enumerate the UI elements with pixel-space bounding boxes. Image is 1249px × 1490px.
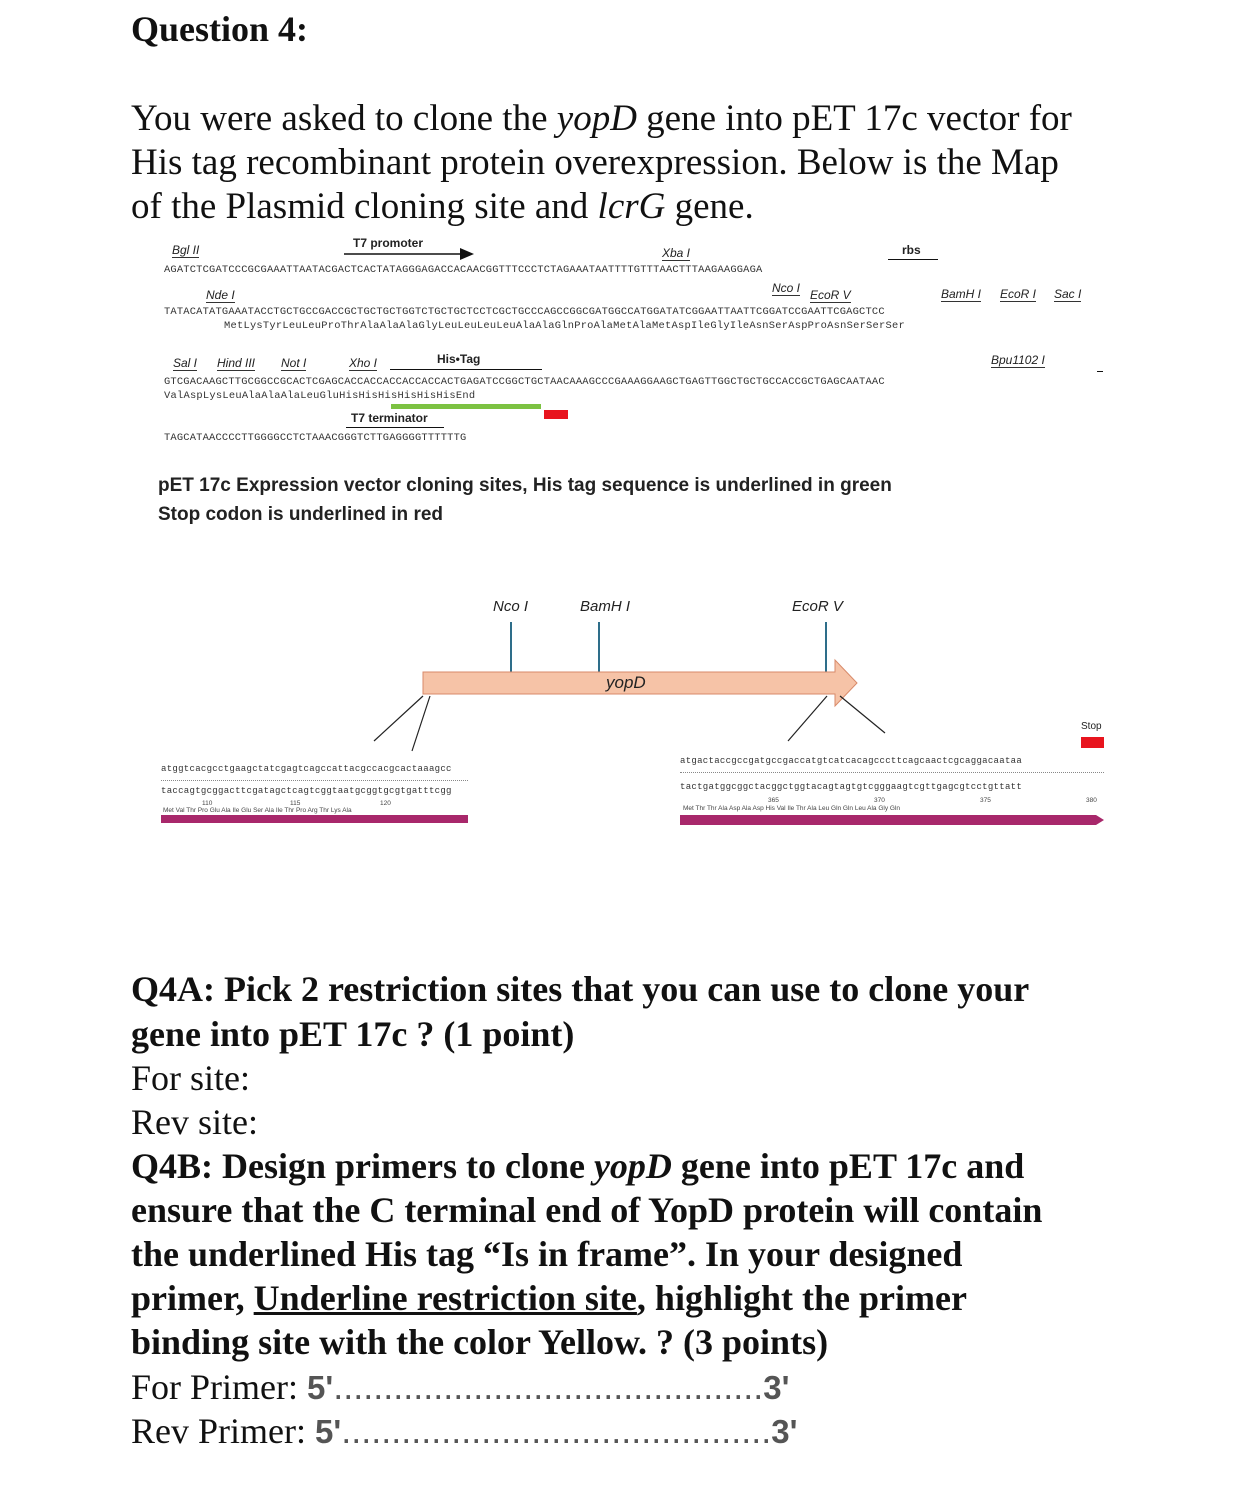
gene-name-yopd: yopD: [556, 98, 637, 139]
yopd-gene-arrow: [360, 656, 900, 756]
figure-caption-line-1: pET 17c Expression vector cloning sites, His tag sequence is underlined in green: [158, 475, 892, 496]
intro-line-1: You were asked to clone the yopD gene into pET 17c vector for: [131, 98, 1072, 139]
q4a-rev-site: Rev site:: [131, 1102, 258, 1142]
right-translation: Met Thr Thr Ala Asp Ala Asp His Val Ile Thr Ala Leu Gln Gln Leu Ala Gly Gln: [683, 805, 901, 812]
gene-site-label-ncoi: Nco I: [493, 598, 529, 615]
q4b-line-4: primer, Underline restriction site, highlight the primer: [131, 1278, 967, 1318]
figure-caption-line-2: Stop codon is underlined in red: [158, 504, 444, 525]
left-translation: Met Val Thr Pro Glu Ala Ile Glu Ser Ala Ile Thr Pro Arg Thr Lys Ala: [163, 807, 352, 814]
right-ruler: [680, 772, 1104, 773]
site-label-ecori: EcoR I: [1000, 287, 1037, 301]
stop-red-box: [1081, 737, 1104, 748]
left-cds-track: [161, 815, 468, 823]
site-label-ncoi: Nco I: [772, 281, 801, 295]
left-seq-bottom-strand: taccagtgcggacttcgatagctcagtcggtaatgcggtgcgtgatttcgg: [161, 786, 452, 796]
left-seq-top-strand: atggtcacgcctgaagctatcgagtcagccattacgccacgcactaaagcc: [161, 764, 452, 774]
site-label-ndei: Nde I: [206, 288, 235, 302]
q4b-line-2: ensure that the C terminal end of YopD protein will contain: [131, 1190, 1043, 1230]
right-pos-380: 380: [1086, 797, 1097, 804]
t7-promoter-arrow: [344, 247, 476, 261]
site-label-xbai: Xba I: [662, 246, 691, 260]
q4b-gene-yopd: yopD: [593, 1146, 672, 1186]
intro-line-3: of the Plasmid cloning site and lcrG gene.: [131, 186, 754, 227]
site-label-xhoi: Xho I: [349, 356, 378, 370]
his-tag-label: His•Tag: [437, 352, 481, 366]
site-label-bpu1102i: Bpu1102 I: [991, 353, 1045, 367]
gene-site-label-ecorv: EcoR V: [792, 598, 843, 615]
sequence-row-1: AGATCTCGATCCCGCGAAATTAATACGACTCACTATAGGGAGACCACAACGGTTTCCCTCTAGAAATAATTTTGTTTAACTTTAAGAAGGAGA: [164, 264, 763, 276]
site-label-hindiii: Hind III: [217, 356, 256, 370]
sequence-row-2: TATACATATGAAATACCTGCTGCCGACCGCTGCTGCTGGTCTGCTGCTCCTCGCTGCCCAGCCGGCGATGGCCATGGATATCGGAATTAATTCGGATCCGAATTCGAGCTCC: [164, 306, 885, 318]
left-ruler: [161, 780, 468, 781]
sequence-row-3: GTCGACAAGCTTGCGGCCGCACTCGAGCACCACCACCACCACCACTGAGATCCGGCTGCTAACAAAGCCCGAAAGGAAGCTGAGTTGGCTGCTGCCACCGCTGAGCAATAAC: [164, 376, 885, 388]
stop-codon-red-underline: [544, 410, 568, 419]
site-label-saci: Sac I: [1054, 287, 1082, 301]
t7-terminator-underline: [346, 427, 444, 428]
right-cds-track: [680, 815, 1106, 827]
gene-label-yopd: yopD: [606, 673, 646, 692]
stop-label: Stop: [1081, 721, 1102, 732]
q4b-line-1: Q4B: Design primers to clone yopD gene into pET 17c and: [131, 1146, 1025, 1186]
bpu-tick: [1097, 371, 1103, 372]
site-label-sali: Sal I: [173, 356, 198, 370]
q4a-line-1: Q4A: Pick 2 restriction sites that you can use to clone your: [131, 969, 1030, 1009]
t7-promoter-label: T7 promoter: [353, 236, 424, 250]
q4a-for-site: For site:: [131, 1058, 251, 1098]
left-pos-120: 120: [380, 800, 391, 807]
q4b-line-5: binding site with the color Yellow. ? (3 points): [131, 1322, 829, 1362]
right-pos-365: 365: [768, 797, 779, 804]
for-primer-blank[interactable]: ...........................................: [333, 1366, 764, 1407]
t7-terminator-label: T7 terminator: [351, 411, 428, 425]
right-pos-370: 370: [874, 797, 885, 804]
site-label-bglii: Bgl II: [172, 243, 200, 257]
intro-line-2: His tag recombinant protein overexpression. Below is the Map: [131, 142, 1059, 183]
his-tag-label-underline: [390, 369, 542, 370]
translation-row-2: MetLysTyrLeuLeuProThrAlaAlaAlaGlyLeuLeuLeuLeuAlaAlaGlnProAlaMetAlaMetAspIleGlyIleAsnSerAspProAsnSerSerSer: [224, 320, 905, 332]
q4b-line-3: the underlined His tag “Is in frame”. In your designed: [131, 1234, 963, 1274]
right-seq-top-strand: atgactaccgccgatgccgaccatgtcatcacagcccttcagcaactcgcaggacaataa: [680, 756, 1023, 766]
translation-row-3: ValAspLysLeuAlaAlaAlaLeuGluHisHisHisHisHisHisEnd: [164, 390, 476, 402]
gene-name-lcrg: lcrG: [597, 186, 666, 227]
right-pos-375: 375: [980, 797, 991, 804]
rev-primer-line: Rev Primer: 5'...........................................3': [131, 1410, 798, 1451]
for-primer-3prime: 3': [763, 1369, 790, 1406]
question-title: Question 4:: [131, 9, 309, 49]
rev-primer-blank[interactable]: ...........................................: [341, 1410, 772, 1451]
rev-primer-3prime: 3': [771, 1413, 798, 1450]
his-tag-green-underline: [391, 404, 541, 409]
site-label-ecorv: EcoR V: [810, 288, 851, 302]
left-pos-115: 115: [290, 800, 301, 807]
sequence-row-4: TAGCATAACCCCTTGGGGCCTCTAAACGGGTCTTGAGGGGTTTTTTG: [164, 432, 467, 444]
for-primer-5prime: 5': [307, 1369, 334, 1406]
left-pos-110: 110: [202, 800, 213, 807]
underline-restriction-site-text: Underline restriction site: [253, 1278, 637, 1318]
gene-site-label-bamhi: BamH I: [580, 598, 631, 615]
rev-primer-5prime: 5': [314, 1413, 342, 1450]
rbs-underline: [888, 259, 938, 260]
site-label-noti: Not I: [281, 356, 307, 370]
right-seq-bottom-strand: tactgatggcggctacggctggtacagtagtgtcgggaagtcgttgagcgtcctgttatt: [680, 782, 1023, 792]
rbs-label: rbs: [902, 243, 921, 257]
for-primer-line: For Primer: 5'...........................................3': [131, 1366, 790, 1407]
site-label-bamhi: BamH I: [941, 287, 982, 301]
q4a-line-2: gene into pET 17c ? (1 point): [131, 1014, 575, 1054]
